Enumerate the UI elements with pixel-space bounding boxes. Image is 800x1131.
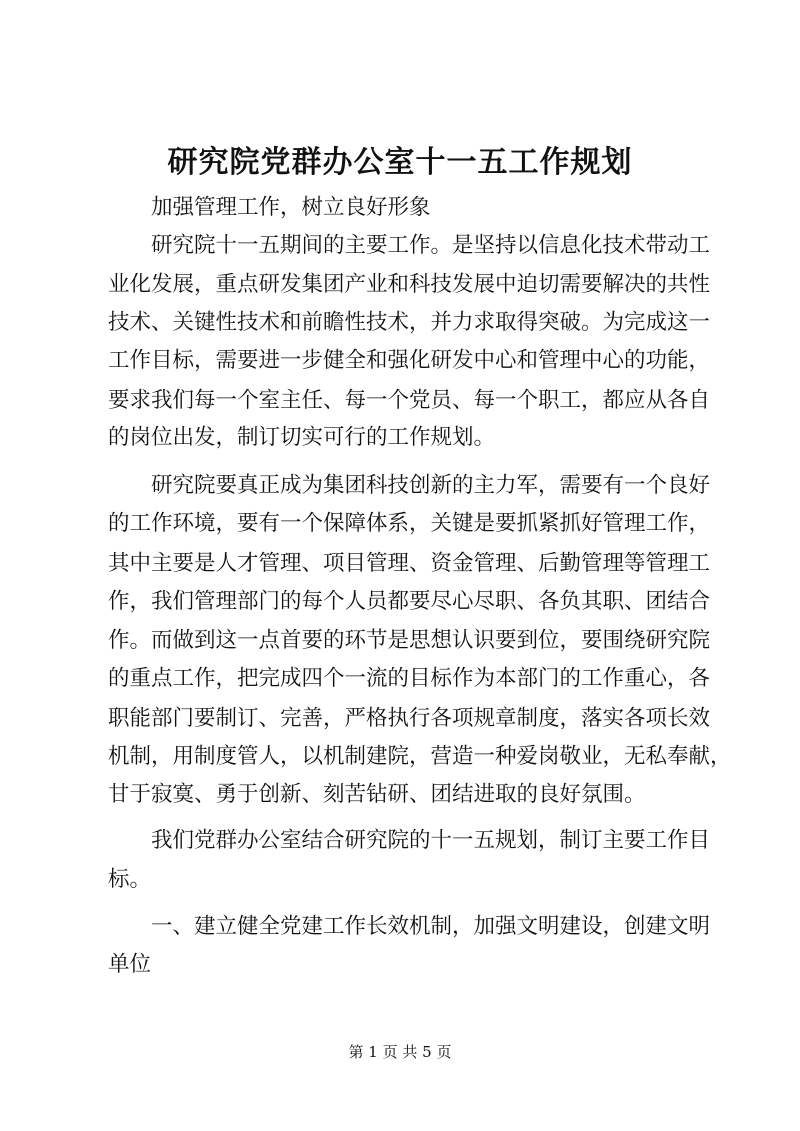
text-line: 的工作环境，要有一个保障体系，关键是要抓紧抓好管理工作，: [108, 511, 711, 536]
text-line: 技术、关键性技术和前瞻性技术，并力求取得突破。为完成这一: [108, 310, 711, 335]
text-line: 作，我们管理部门的每个人员都要尽心尽职、各负其职、团结合: [108, 589, 711, 614]
text-line: 标。: [108, 867, 152, 892]
text-line: 我们党群办公室结合研究院的十一五规划，制订主要工作目: [108, 828, 711, 853]
text-line: 职能部门要制订、完善，严格执行各项规章制度，落实各项长效: [108, 706, 711, 731]
text-line: 的重点工作，把完成四个一流的目标作为本部门的工作重心，各: [108, 666, 711, 691]
text-line: 单位: [108, 952, 152, 977]
text-line: 业化发展，重点研发集团产业和科技发展中迫切需要解决的共性: [108, 272, 711, 297]
text-line: 机制，用制度管人，以机制建院，营造一种爱岗敬业，无私奉献，: [108, 744, 732, 769]
text-line: 一、建立健全党建工作长效机制，加强文明建设，创建文明: [108, 914, 711, 939]
text-line: 要求我们每一个室主任、每一个党员、每一个职工，都应从各自: [108, 388, 711, 413]
text-line: 研究院要真正成为集团科技创新的主力军，需要有一个良好: [108, 473, 711, 498]
document-title: 研究院党群办公室十一五工作规划: [167, 145, 633, 180]
page-footer: 第 1 页 共 5 页: [348, 1043, 452, 1061]
text-line: 其中主要是人才管理、项目管理、资金管理、后勤管理等管理工: [108, 551, 711, 576]
text-line: 甘于寂寞、勇于创新、刻苦钻研、团结进取的良好氛围。: [108, 782, 646, 807]
text-line: 研究院十一五期间的主要工作。是坚持以信息化技术带动工: [108, 233, 711, 258]
text-line: 工作目标，需要进一步健全和强化研发中心和管理中心的功能，: [108, 348, 711, 373]
text-line: 加强管理工作，树立良好形象: [108, 195, 431, 220]
text-line: 的岗位出发，制订切实可行的工作规划。: [108, 425, 496, 450]
text-line: 作。而做到这一点首要的环节是思想认识要到位，要围绕研究院: [108, 628, 711, 653]
